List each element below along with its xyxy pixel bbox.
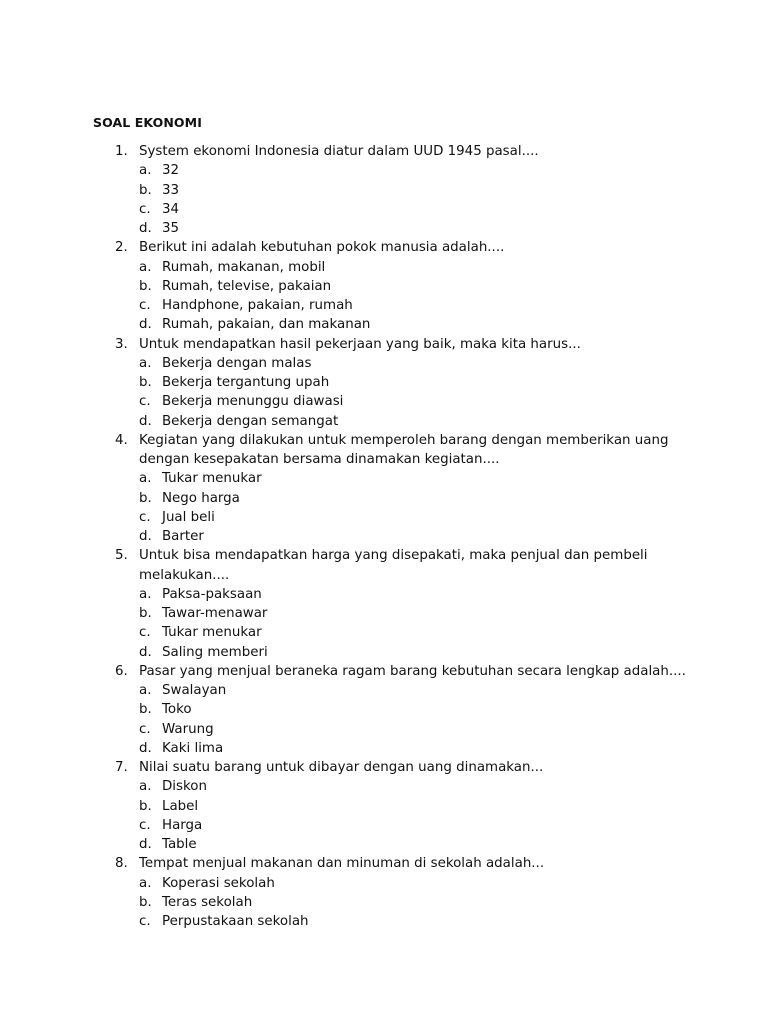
option-letter: d.: [139, 413, 152, 429]
option-text: Saling memberi: [162, 644, 268, 660]
option-letter: a.: [139, 586, 152, 602]
option-letter: a.: [139, 259, 152, 275]
option-list: [0, 777, 768, 854]
question-number: 6.: [115, 663, 128, 679]
option-text: Harga: [162, 817, 203, 833]
option-text: Bekerja dengan semangat: [162, 413, 339, 429]
answer-option: [0, 315, 768, 334]
question-line: [0, 566, 768, 585]
option-text: Table: [162, 837, 197, 852]
question-number: 8.: [115, 856, 128, 872]
option-letter: b.: [139, 278, 152, 294]
answer-option: [0, 296, 768, 315]
option-list: [0, 354, 768, 431]
question-line: [0, 431, 768, 450]
question-item: [0, 335, 768, 431]
option-letter: b.: [139, 798, 152, 814]
option-letter: b.: [139, 490, 152, 506]
question-line: [0, 758, 768, 777]
option-list: [0, 258, 768, 335]
question-line: [0, 854, 768, 873]
option-text: Diskon: [162, 779, 207, 795]
question-number: 5.: [115, 548, 128, 564]
question-text: dengan kesepakatan bersama dinamakan kegiatan....: [139, 452, 500, 467]
option-text: Handphone, pakaian, rumah: [162, 298, 353, 313]
question-item: [0, 546, 768, 662]
option-text: Rumah, pakaian, dan makanan: [162, 317, 371, 333]
question-list: [0, 142, 768, 931]
option-text: Perpustakaan sekolah: [162, 914, 309, 929]
option-list: [0, 161, 768, 238]
option-list: [0, 469, 768, 546]
question-number: 7.: [115, 760, 128, 775]
option-text: Tukar menukar: [162, 625, 262, 641]
question-line: [0, 662, 768, 681]
answer-option: [0, 277, 768, 296]
answer-option: [0, 585, 768, 604]
option-letter: d.: [139, 529, 152, 544]
option-text: Warung: [162, 721, 214, 737]
question-text: Berikut ini adalah kebutuhan pokok manusia adalah....: [139, 240, 505, 256]
question-item: [0, 431, 768, 547]
question-text: Pasar yang menjual beraneka ragam barang kebutuhan secara lengkap adalah....: [139, 663, 686, 679]
option-letter: c.: [139, 394, 151, 410]
option-letter: b.: [139, 894, 152, 910]
option-letter: c.: [139, 509, 151, 525]
answer-option: [0, 161, 768, 180]
question-text: melakukan....: [139, 567, 230, 583]
question-item: [0, 854, 768, 931]
document-title: SOAL EKONOMI: [93, 115, 202, 130]
answer-option: [0, 720, 768, 739]
option-letter: b.: [139, 606, 152, 621]
answer-option: [0, 893, 768, 912]
answer-option: [0, 373, 768, 392]
option-text: Label: [162, 798, 199, 814]
option-text: Tukar menukar: [162, 471, 262, 487]
option-list: [0, 874, 768, 932]
option-text: Bekerja tergantung upah: [162, 375, 330, 390]
answer-option: [0, 835, 768, 854]
option-text: Kaki lima: [162, 740, 224, 756]
question-number: 2.: [115, 240, 128, 256]
option-text: 34: [162, 201, 180, 217]
question-number: 3.: [115, 336, 128, 352]
option-text: Jual beli: [162, 509, 215, 525]
option-letter: c.: [139, 625, 151, 641]
question-line: [0, 335, 768, 354]
answer-option: [0, 527, 768, 546]
option-text: Rumah, makanan, mobil: [162, 259, 326, 275]
answer-option: [0, 469, 768, 488]
question-item: [0, 758, 768, 854]
question-item: [0, 662, 768, 758]
option-letter: d.: [139, 837, 152, 852]
option-text: Rumah, televise, pakaian: [162, 278, 332, 294]
option-letter: d.: [139, 740, 152, 756]
option-letter: a.: [139, 779, 152, 795]
option-text: Koperasi sekolah: [162, 875, 275, 891]
question-text: Tempat menjual makanan dan minuman di sekolah adalah...: [139, 856, 545, 872]
question-line: [0, 546, 768, 565]
option-letter: d.: [139, 317, 152, 333]
option-text: Tawar-menawar: [162, 606, 268, 621]
option-text: 32: [162, 163, 180, 179]
answer-option: [0, 412, 768, 431]
option-letter: a.: [139, 355, 152, 371]
answer-option: [0, 219, 768, 238]
option-letter: a.: [139, 875, 152, 891]
option-list: [0, 585, 768, 662]
option-text: Toko: [162, 702, 192, 718]
question-text: Kegiatan yang dilakukan untuk memperoleh barang dengan memberikan uang: [139, 432, 669, 448]
question-number: 4.: [115, 432, 128, 448]
option-letter: b.: [139, 182, 152, 198]
answer-option: [0, 200, 768, 219]
answer-option: [0, 739, 768, 758]
answer-option: [0, 681, 768, 700]
option-letter: c.: [139, 721, 151, 737]
option-list: [0, 681, 768, 758]
option-text: Nego harga: [162, 490, 240, 506]
option-text: Teras sekolah: [162, 894, 253, 910]
option-text: Barter: [162, 529, 204, 544]
question-line: [0, 450, 768, 469]
answer-option: [0, 700, 768, 719]
option-text: Swalayan: [162, 683, 227, 698]
option-letter: a.: [139, 471, 152, 487]
question-line: [0, 238, 768, 257]
option-letter: c.: [139, 298, 151, 313]
option-letter: c.: [139, 201, 151, 217]
answer-option: [0, 258, 768, 277]
question-item: [0, 238, 768, 334]
question-text: Nilai suatu barang untuk dibayar dengan uang dinamakan...: [139, 760, 544, 775]
answer-option: [0, 623, 768, 642]
option-letter: a.: [139, 163, 152, 179]
answer-option: [0, 797, 768, 816]
answer-option: [0, 392, 768, 411]
option-letter: b.: [139, 375, 152, 390]
option-letter: d.: [139, 644, 152, 660]
answer-option: [0, 489, 768, 508]
option-text: Bekerja menunggu diawasi: [162, 394, 344, 410]
question-line: [0, 142, 768, 161]
answer-option: [0, 874, 768, 893]
question-text: System ekonomi Indonesia diatur dalam UUD 1945 pasal....: [139, 144, 539, 159]
option-letter: b.: [139, 702, 152, 718]
answer-option: [0, 777, 768, 796]
option-letter: c.: [139, 817, 151, 833]
answer-option: [0, 181, 768, 200]
question-text: Untuk mendapatkan hasil pekerjaan yang baik, maka kita harus...: [139, 336, 581, 352]
option-letter: a.: [139, 683, 152, 698]
answer-option: [0, 643, 768, 662]
option-text: 33: [162, 182, 180, 198]
answer-option: [0, 816, 768, 835]
question-number: 1.: [115, 144, 128, 159]
answer-option: [0, 912, 768, 931]
answer-option: [0, 354, 768, 373]
option-letter: d.: [139, 221, 152, 236]
option-text: Paksa-paksaan: [162, 586, 262, 602]
option-text: Bekerja dengan malas: [162, 355, 312, 371]
answer-option: [0, 508, 768, 527]
option-letter: c.: [139, 914, 151, 929]
question-item: [0, 142, 768, 238]
question-text: Untuk bisa mendapatkan harga yang disepakati, maka penjual dan pembeli: [139, 548, 648, 564]
answer-option: [0, 604, 768, 623]
option-text: 35: [162, 221, 180, 236]
